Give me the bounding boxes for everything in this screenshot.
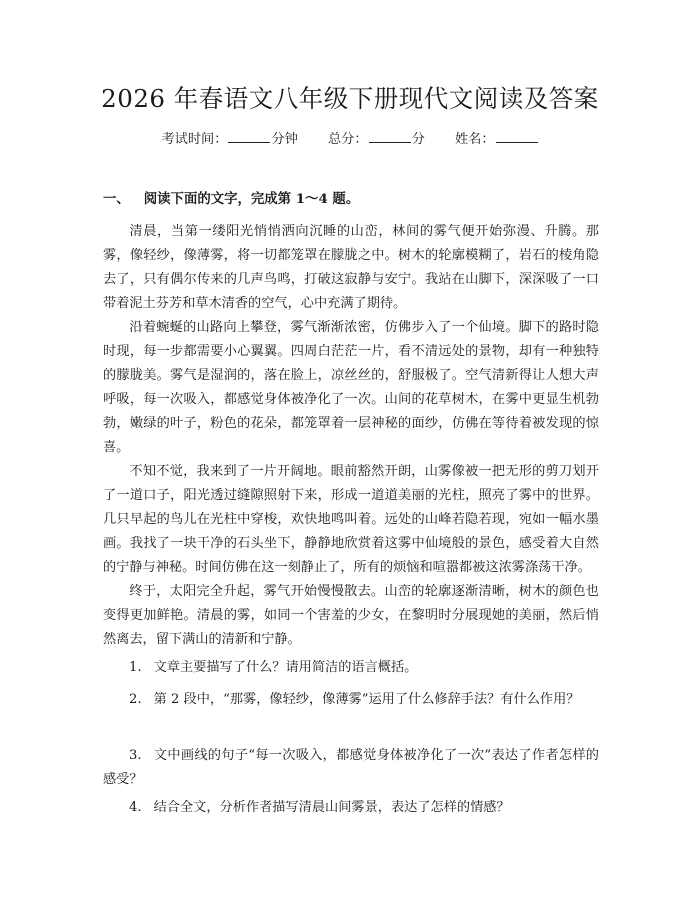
- name-label: 姓名：: [454, 132, 495, 147]
- question-number: 3.: [129, 748, 142, 763]
- total-score-field: [328, 130, 425, 150]
- section-heading: [103, 188, 359, 210]
- question-item: [103, 688, 599, 712]
- question-item: [103, 796, 599, 820]
- question-text: 文中画线的句子“每一次吸入，都感觉身体被净化了一次”表达了作者怎样的感受？: [103, 748, 599, 787]
- question-item: [103, 656, 599, 680]
- passage-paragraph: 终于，太阳完全升起，雾气开始慢慢散去。山峦的轮廓逐渐清晰，树木的颜色也变得更加鲜艳。清晨的雾，如同一个害羞的少女，在黎明时分展现她的美丽，然后悄然离去，留下满山的清新和宁静。: [103, 584, 599, 647]
- student-name-field: [455, 130, 539, 150]
- question-number: 1.: [129, 660, 142, 675]
- question-item: [103, 744, 599, 792]
- score-unit: 分: [411, 132, 425, 147]
- question-number: 2.: [129, 692, 142, 707]
- exam-meta-line: [0, 130, 700, 150]
- time-label: 考试时间：: [161, 132, 228, 147]
- question-text: 文章主要描写了什么？请用简洁的语言概括。: [153, 660, 418, 675]
- name-blank[interactable]: [496, 130, 538, 143]
- question-text: 结合全文，分析作者描写清晨山间雾景，表达了怎样的情感？: [153, 800, 510, 815]
- page-title: 2026 年春语文八年级下册现代文阅读及答案: [101, 84, 599, 113]
- time-blank[interactable]: [228, 130, 270, 143]
- section-instruction: 阅读下面的文字，完成第 1～4 题。: [143, 191, 360, 207]
- question-text: 第 2 段中，“那雾，像轻纱，像薄雾”运用了什么修辞手法？有什么作用？: [153, 692, 580, 707]
- section-number: 一、: [103, 191, 130, 207]
- question-number: 4.: [129, 800, 142, 815]
- passage-paragraph: 清晨，当第一缕阳光悄悄洒向沉睡的山峦，林间的雾气便开始弥漫、升腾。那雾，像轻纱，像薄雾，将一切都笼罩在朦胧之中。树木的轮廓模糊了，岩石的棱角隐去了，只有偶尔传来的几声鸟鸣，打破这寂静与安宁。我站在山脚下，深深吸了一口带着泥土芬芳和草木清香的空气，心中充满了期待。: [103, 224, 599, 311]
- passage-paragraph: 不知不觉，我来到了一片开阔地。眼前豁然开朗，山雾像被一把无形的剪刀划开了一道口子，阳光透过缝隙照射下来，形成一道道美丽的光柱，照亮了雾中的世界。几只早起的鸟儿在光柱中穿梭，欢快地鸣叫着。远处的山峰若隐若现，宛如一幅水墨画。我找了一块干净的石头坐下，静静地欣赏着这雾中仙境般的景色，感受着大自然的宁静与神秘。时间仿佛在这一刻静止了，所有的烦恼和喧嚣都被这浓雾涤荡干净。: [103, 464, 599, 575]
- score-blank[interactable]: [369, 130, 411, 143]
- score-label: 总分：: [328, 132, 368, 147]
- time-unit: 分钟: [271, 132, 298, 147]
- passage-paragraph: 沿着蜿蜒的山路向上攀登，雾气渐渐浓密，仿佛步入了一个仙境。脚下的路时隐时现，每一步都需要小心翼翼。四周白茫茫一片，看不清远处的景物，却有一种独特的朦胧美。雾气是湿润的，落在脸上，凉丝丝的，舒服极了。空气清新得让人想大声呼吸，每一次吸入，都感觉身体被净化了一次。山间的花草树木，在雾中更显生机勃勃，嫩绿的叶子，粉色的花朵，都笼罩着一层神秘的面纱，仿佛在等待着被发现的惊喜。: [103, 320, 599, 455]
- exam-time-field: [161, 130, 297, 150]
